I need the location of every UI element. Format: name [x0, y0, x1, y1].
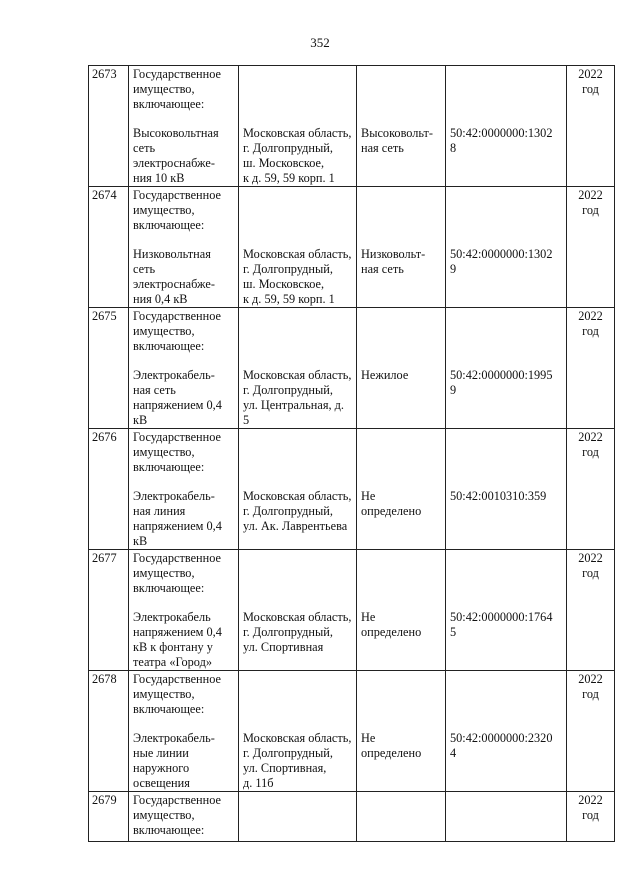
address-cell: [239, 66, 357, 187]
address: Московская область, г. Долгопрудный, ул. Ак. Лаврентьева: [243, 489, 352, 533]
cadastral-cell: [446, 792, 567, 842]
cadastral-number: 50:42:0000000:1302 8: [450, 126, 553, 155]
address: Московская область, г. Долгопрудный, ш. Московское, к д. 59, 59 корп. 1: [243, 247, 352, 306]
purpose: Не определено: [361, 731, 422, 760]
table-row: [89, 550, 615, 671]
object-group-header: Государственное имущество, включающее:: [133, 188, 221, 232]
object-group-header: Государственное имущество, включающее:: [133, 430, 221, 474]
purpose-cell: [357, 550, 446, 671]
row-number: 2676: [89, 429, 129, 550]
row-number: 2673: [89, 66, 129, 187]
cadastral-number: 50:42:0000000:1995 9: [450, 368, 553, 397]
cadastral-cell: [446, 308, 567, 429]
year: 2022 год: [578, 67, 603, 96]
cadastral-cell: [446, 187, 567, 308]
table-row: [89, 187, 615, 308]
object-name-cell: [129, 308, 239, 429]
address-cell: [239, 308, 357, 429]
year: 2022 год: [578, 551, 603, 580]
object-name: Электрокабель напряжением 0,4 кВ к фонтану у театра «Город»: [133, 610, 222, 669]
object-name-cell: [129, 792, 239, 842]
object-name-cell: [129, 671, 239, 792]
year-cell: [567, 429, 615, 550]
year-cell: [567, 66, 615, 187]
year: 2022 год: [578, 309, 603, 338]
row-number: 2677: [89, 550, 129, 671]
row-number: 2675: [89, 308, 129, 429]
purpose-cell: [357, 792, 446, 842]
purpose-cell: [357, 187, 446, 308]
object-name-cell: [129, 550, 239, 671]
year-cell: [567, 187, 615, 308]
purpose-cell: [357, 429, 446, 550]
address: Московская область, г. Долгопрудный, ул. Центральная, д. 5: [243, 368, 352, 427]
cadastral-cell: [446, 429, 567, 550]
object-name-cell: [129, 66, 239, 187]
year-cell: [567, 792, 615, 842]
object-name-cell: [129, 187, 239, 308]
purpose: Низковольт- ная сеть: [361, 247, 426, 276]
purpose-cell: [357, 671, 446, 792]
purpose: Высоковольт- ная сеть: [361, 126, 434, 155]
cadastral-number: 50:42:0000000:1764 5: [450, 610, 553, 639]
address: Московская область, г. Долгопрудный, ул. Спортивная: [243, 610, 352, 654]
table-row: [89, 66, 615, 187]
purpose-cell: [357, 66, 446, 187]
cadastral-cell: [446, 550, 567, 671]
address-cell: [239, 187, 357, 308]
object-group-header: Государственное имущество, включающее:: [133, 67, 221, 111]
purpose: Нежилое: [361, 368, 409, 382]
year-cell: [567, 550, 615, 671]
purpose-cell: [357, 308, 446, 429]
row-number: 2679: [89, 792, 129, 842]
cadastral-number: 50:42:0000000:1302 9: [450, 247, 553, 276]
purpose: Не определено: [361, 610, 422, 639]
table-row: [89, 429, 615, 550]
table-row: [89, 671, 615, 792]
object-group-header: Государственное имущество, включающее:: [133, 672, 221, 716]
year-cell: [567, 308, 615, 429]
cadastral-cell: [446, 671, 567, 792]
address: Московская область, г. Долгопрудный, ш. Московское, к д. 59, 59 корп. 1: [243, 126, 352, 185]
year-cell: [567, 671, 615, 792]
object-group-header: Государственное имущество, включающее:: [133, 793, 221, 837]
property-registry-table: [88, 65, 615, 842]
year: 2022 год: [578, 793, 603, 822]
cadastral-cell: [446, 66, 567, 187]
address-cell: [239, 671, 357, 792]
table-row: [89, 308, 615, 429]
object-name: Электрокабель- ная линия напряжением 0,4 кВ: [133, 489, 222, 548]
table-row: [89, 792, 615, 842]
object-group-header: Государственное имущество, включающее:: [133, 309, 221, 353]
row-number: 2674: [89, 187, 129, 308]
object-group-header: Государственное имущество, включающее:: [133, 551, 221, 595]
page-number: 352: [310, 35, 330, 50]
address-cell: [239, 429, 357, 550]
purpose: Не определено: [361, 489, 422, 518]
year: 2022 год: [578, 430, 603, 459]
object-name: Низковольтная сеть электроснабже- ния 0,4 кВ: [133, 247, 215, 306]
cadastral-number: 50:42:0010310:359: [450, 489, 547, 503]
cadastral-number: 50:42:0000000:2320 4: [450, 731, 553, 760]
object-name: Электрокабель- ная сеть напряжением 0,4 кВ: [133, 368, 222, 427]
object-name: Высоковольтная сеть электроснабже- ния 10 кВ: [133, 126, 219, 185]
object-name-cell: [129, 429, 239, 550]
object-name: Электрокабель- ные линии наружного освещения: [133, 731, 215, 790]
address-cell: [239, 550, 357, 671]
address: Московская область, г. Долгопрудный, ул. Спортивная, д. 11б: [243, 731, 352, 790]
row-number: 2678: [89, 671, 129, 792]
year: 2022 год: [578, 188, 603, 217]
year: 2022 год: [578, 672, 603, 701]
address-cell: [239, 792, 357, 842]
